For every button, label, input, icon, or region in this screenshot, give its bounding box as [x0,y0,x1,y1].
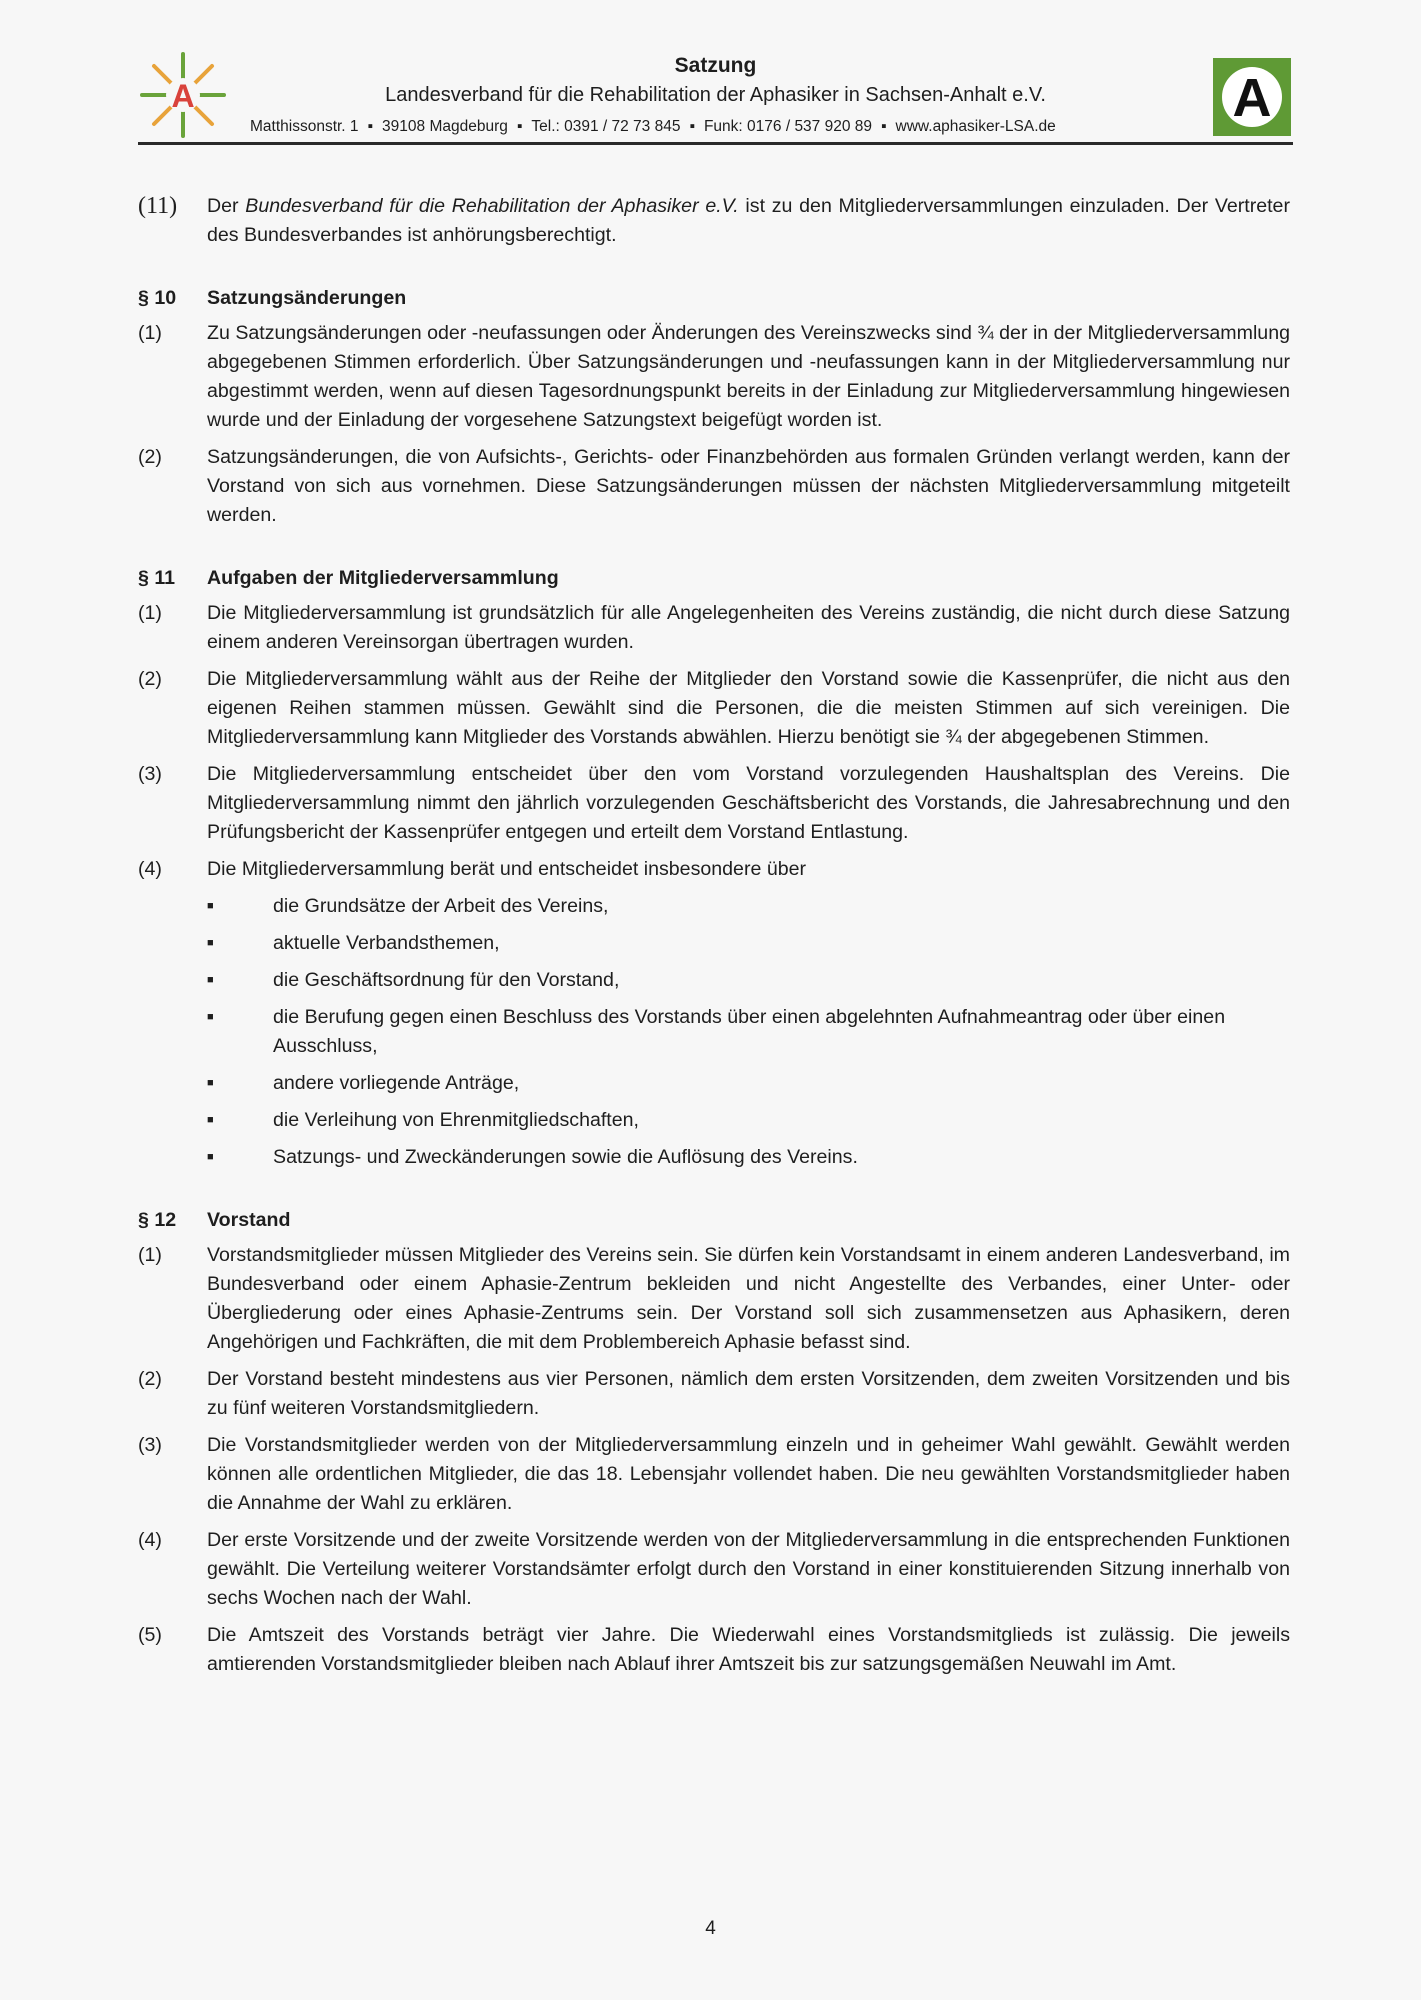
section-number: § 12 [138,1209,177,1231]
association-a-logo-icon [1213,58,1291,136]
paragraph-text: Die Mitgliederversammlung ist grundsätzlich für alle Angelegenheiten des Vereins zuständig, die nicht durch diese Satzung einem anderen Vereinsorgan übertragen wurden. [207,602,1290,653]
paragraph-number: (3) [138,1434,162,1456]
paragraph-number: (11) [138,193,178,219]
federal-association-name: Bundesverband für die Rehabilitation der Aphasiker e.V. [245,195,739,217]
paragraph [138,1241,1290,1357]
text-segment: ist zu den Mitgliederversammlungen einzuladen. Der Vertreter des Bundesverbandes ist anhörungsberechtigt. [207,195,1290,246]
separator-dot-icon: ▪ [689,118,695,135]
paragraph [138,1526,1290,1613]
svg-text:A: A [1232,68,1272,128]
bullet-square-icon: ■ [207,1011,214,1023]
list-item [207,1106,1290,1135]
paragraph-number: (2) [138,1368,162,1390]
paragraph-text: Satzungsänderungen, die von Aufsichts-, Gerichts- oder Finanzbehörden aus formalen Gründen verlangt werden, kann der Vorstand von sich aus vornehmen. Diese Satzungsänderungen müssen der nächsten Mitgliederversammlung mitgeteilt werden. [207,446,1290,526]
bullet-list [207,892,1290,1172]
paragraph-text [207,192,1290,250]
paragraph [138,855,1290,884]
list-item-text: die Berufung gegen einen Beschluss des Vorstands über einen abgelehnten Aufnahmeantrag oder über einen Ausschluss, [273,1006,1226,1057]
paragraph [138,665,1290,752]
contact-city: 39108 Magdeburg [382,118,508,135]
list-item-text: die Geschäftsordnung für den Vorstand, [273,969,620,991]
contact-website: www.aphasiker-LSA.de [895,118,1056,135]
organization-name: Landesverband für die Rehabilitation der Aphasiker in Sachsen-Anhalt e.V. [385,84,1046,106]
paragraph-text: Vorstandsmitglieder müssen Mitglieder des Vereins sein. Sie dürfen kein Vorstandsamt in einem anderen Landesverband, im Bundesverband oder einem Aphasie-Zentrum bekleiden und nicht Angestellte des Verbandes, einer Unter- oder Übergliederung oder eines Aphasie-Zentrums sein. Der Vorstand soll sich zusammensetzen aus Aphasikern, deren Angehörigen und Fachkräften, die mit dem Problembereich Aphasie befasst sind. [207,1244,1290,1353]
paragraph [138,1621,1290,1679]
section-heading [138,564,1290,593]
separator-dot-icon: ▪ [516,118,523,135]
section-heading [138,284,1290,313]
list-item [207,1003,1290,1061]
separator-dot-icon: ▪ [881,118,887,135]
bullet-square-icon: ■ [207,1151,214,1163]
bullet-square-icon: ■ [207,900,214,912]
section-title: Aufgaben der Mitgliederversammlung [207,567,559,589]
list-item [207,966,1290,995]
paragraph [138,1431,1290,1518]
header-rule [138,142,1293,145]
page-number: 4 [705,1918,716,1939]
paragraph-text: Die Mitgliederversammlung berät und entscheidet insbesondere über [207,858,807,880]
svg-text:A: A [171,78,195,114]
paragraph-text: Zu Satzungsänderungen oder -neufassungen oder Änderungen des Vereinszwecks sind ¾ der in der Mitgliederversammlung abgegebenen Stimmen erforderlich. Über Satzungsänderungen und -neufassungen kann in der Mitgliederversammlung nur abgestimmt werden, wenn auf diesen Tagesordnungspunkt bereits in der Einladung zur Mitgliederversammlung hingewiesen wurde und der Einladung der vorgesehene Satzungstext beigefügt worden ist. [207,322,1290,431]
contact-line [250,118,1056,136]
list-item [207,1069,1290,1098]
contact-phone: Tel.: 0391 / 72 73 845 [531,118,681,135]
list-item-text: andere vorliegende Anträge, [273,1072,520,1094]
bullet-square-icon: ■ [207,1114,214,1126]
document-title: Satzung [674,54,757,77]
list-item-text: aktuelle Verbandsthemen, [273,932,500,954]
text-segment: Der [207,195,246,217]
paragraph-number: (3) [138,763,162,785]
paragraph-number: (5) [138,1624,162,1646]
document-body [138,192,1290,1687]
section-title: Satzungsänderungen [207,287,407,309]
paragraph [138,1365,1290,1423]
list-item-text: die Grundsätze der Arbeit des Vereins, [273,895,609,917]
paragraph-text: Der Vorstand besteht mindestens aus vier Personen, nämlich dem ersten Vorsitzenden, dem zweiten Vorsitzenden und bis zu fünf weiteren Vorstandsmitgliedern. [207,1368,1290,1419]
paragraph [138,760,1290,847]
paragraph-number: (4) [138,1529,162,1551]
paragraph-number: (2) [138,446,162,468]
paragraph-number: (1) [138,322,162,344]
list-item-text: die Verleihung von Ehrenmitgliedschaften, [273,1109,639,1131]
section-title: Vorstand [207,1209,291,1231]
bullet-square-icon: ■ [207,974,214,986]
list-item-text: Satzungs- und Zweckänderungen sowie die Auflösung des Vereins. [273,1146,858,1168]
paragraph-text: Die Mitgliederversammlung wählt aus der Reihe der Mitglieder den Vorstand sowie die Kassenprüfer, die nicht aus den eigenen Reihen stammen müssen. Gewählt sind die Personen, die die meisten Stimmen auf sich vereinigen. Die Mitgliederversammlung kann Mitglieder des Vorstands abwählen. Hierzu benötigt sie ¾ der abgegebenen Stimmen. [207,668,1290,748]
contact-mobile: Funk: 0176 / 537 920 89 [703,118,873,135]
paragraph [138,319,1290,435]
letterhead [138,44,1293,144]
list-item [207,1143,1290,1172]
paragraph-number: (4) [138,858,162,880]
paragraph-number: (1) [138,1244,162,1266]
contact-address: Matthissonstr. 1 [250,118,359,135]
bullet-square-icon: ■ [207,937,214,949]
list-item [207,892,1290,921]
paragraph-text: Die Amtszeit des Vorstands beträgt vier Jahre. Die Wiederwahl eines Vorstandsmitglieds ist zulässig. Die jeweils amtierenden Vorstandsmitglieder bleiben nach Ablauf ihrer Amtszeit bis zur satzungsgemäßen Neuwahl im Amt. [207,1624,1290,1675]
section-number: § 11 [138,567,176,589]
section-number: § 10 [138,287,177,309]
paragraph-number: (2) [138,668,162,690]
list-item [207,929,1290,958]
bullet-square-icon: ■ [207,1077,214,1089]
paragraph-11 [138,192,1290,250]
paragraph [138,599,1290,657]
paragraph-text: Die Vorstandsmitglieder werden von der Mitgliederversammlung einzeln und in geheimer Wahl gewählt. Gewählt werden können alle ordentlichen Mitglieder, die das 18. Lebensjahr vollendet haben. Die neu gewählten Vorstandsmitglieder haben die Annahme der Wahl zu erklären. [207,1434,1290,1514]
paragraph-text: Die Mitgliederversammlung entscheidet über den vom Vorstand vorzulegenden Haushaltsplan des Vereins. Die Mitgliederversammlung nimmt den jährlich vorzulegenden Geschäftsbericht des Vorstands, die Jahresabrechnung und den Prüfungsbericht der Kassenprüfer entgegen und erteilt dem Vorstand Entlastung. [207,763,1290,843]
paragraph-text: Der erste Vorsitzende und der zweite Vorsitzende werden von der Mitgliederversammlung in die entsprechenden Funktionen gewählt. Die Verteilung weiterer Vorstandsämter erfolgt durch den Vorstand in einer konstituierenden Sitzung innerhalb von sechs Wochen nach der Wahl. [207,1529,1290,1609]
separator-dot-icon: ▪ [367,118,374,135]
paragraph [138,443,1290,530]
paragraph-number: (1) [138,602,162,624]
section-heading [138,1206,1290,1235]
